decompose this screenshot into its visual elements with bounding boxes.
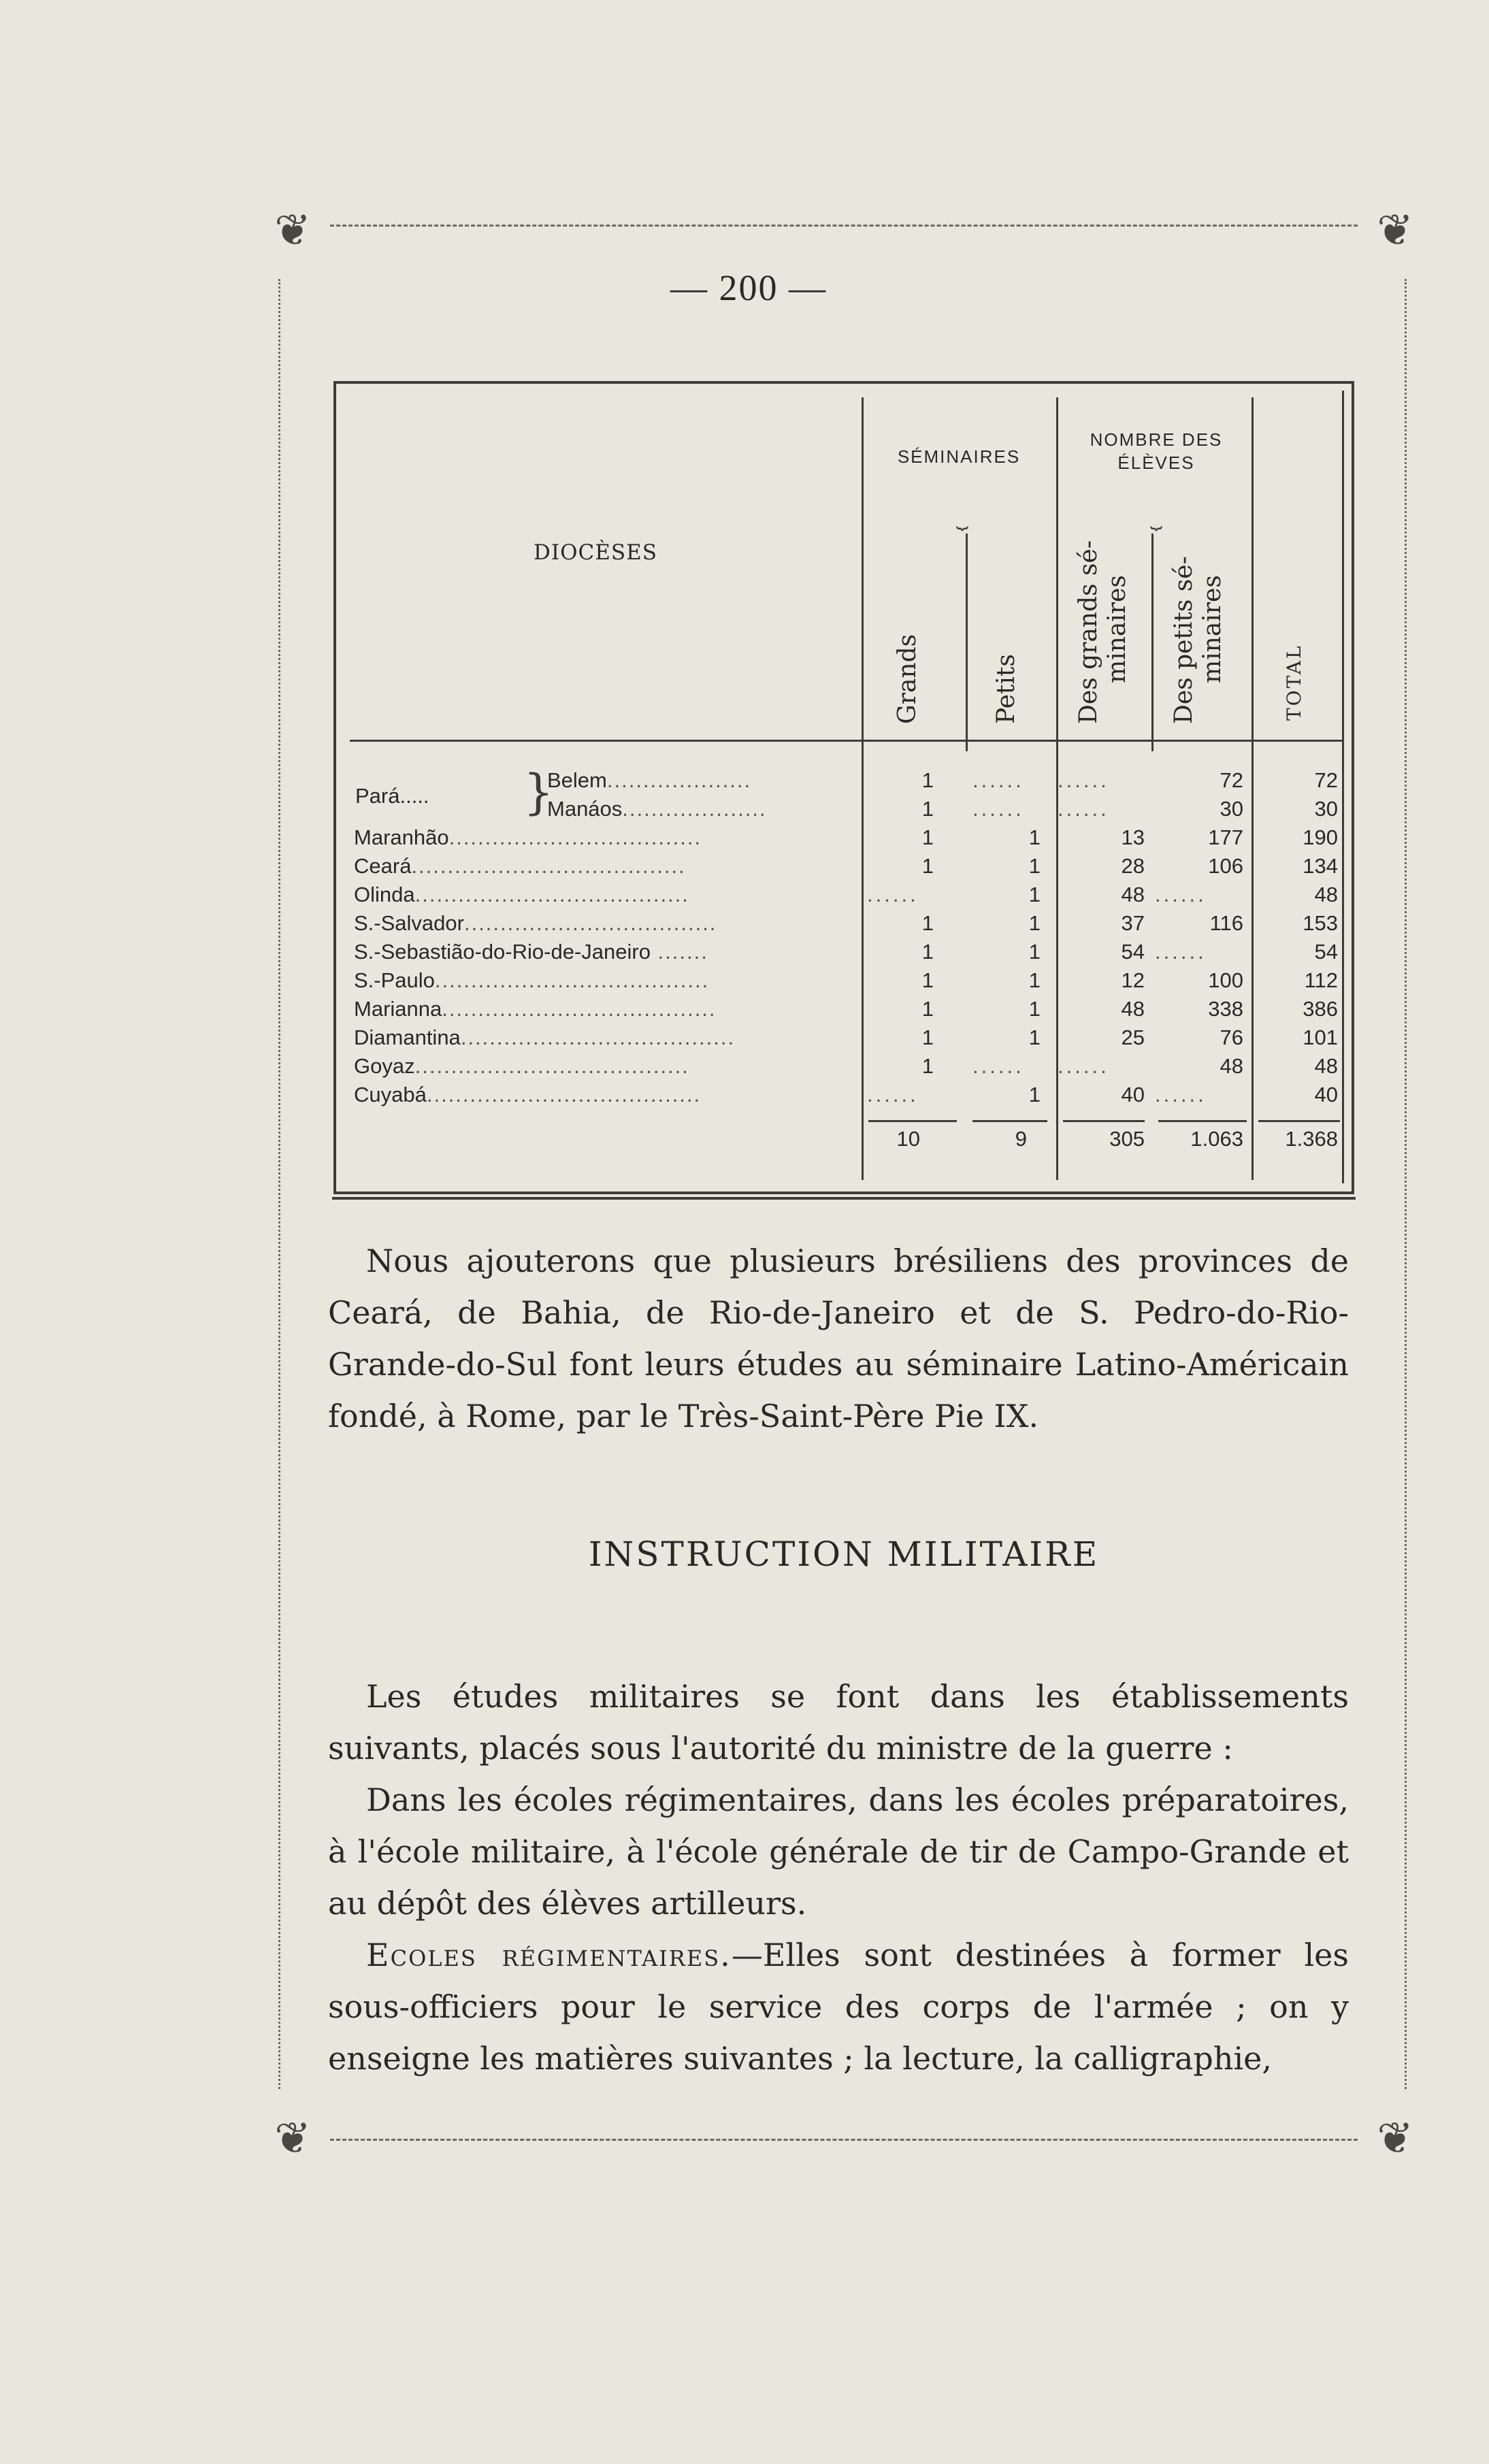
header-seminaires: SÉMINAIRES [897, 446, 1021, 467]
table-row: Marianna...................................... 1 1 48 338 386 [354, 997, 1338, 1021]
table-row: Olinda...................................... ...... 1 48 ...... 48 [354, 883, 1338, 906]
col-header-grands: Grands [894, 634, 921, 724]
col-header-des-grands: Des grands sé- minaires [1075, 540, 1131, 724]
table-row: S.-Salvador................................... 1 1 37 116 153 [354, 911, 1338, 935]
page-number: — 200 — [670, 267, 827, 308]
brace-icon: } [523, 764, 554, 820]
col-header-des-petits: Des petits sé- minaires [1170, 556, 1226, 724]
col-header-petits: Petits [992, 654, 1020, 724]
frame-bottom-border [330, 2139, 1358, 2145]
header-nombre [1064, 428, 1248, 474]
paragraph-seminary-latin-american: Nous ajouterons que plusieurs brésiliens des provinces de Ceará, de Bahia, de Rio-de-Janeiro et de S. Pedro-do-Rio-Grande-do-Sul font leurs études au séminaire Latino-Américain fondé, à Rome, par le Très-Saint-Père Pie IX. [328, 1243, 1349, 1434]
corner-ornament-icon: ❦ [1377, 206, 1413, 256]
brace-icon: ⏟ [1150, 506, 1162, 530]
table-row: Belem.................... 1 ...... ...... 72 72 [547, 768, 1338, 792]
table-row: S.-Sebastião-do-Rio-de-Janeiro ....... 1 1 54 ...... 54 [354, 940, 1338, 964]
paragraph-military-studies: Les études militaires se font dans les établissements suivants, placés sous l'autorité du ministre de la guerre : Dans les écoles régimentaires, dans les écoles préparatoires, à l'école militaire, à l'école générale de tir de Campo-Grande et au dépôt des élèves artilleurs. Ecoles régimentaires.—Elles sont destinées à former les sous-officiers pour le service des corps de l'armée ; on y enseigne les matières suivantes ; la lecture, la calligraphie, [328, 1678, 1349, 2077]
corner-ornament-icon: ❦ [274, 2114, 311, 2164]
frame-left-border [278, 279, 283, 2089]
table-row: Diamantina...................................... 1 1 25 76 101 [354, 1025, 1338, 1049]
header-nombre-line1: NOMBRE DES [1090, 429, 1223, 450]
header-nombre-line2: ÉLÈVES [1117, 453, 1195, 473]
frame-top-border [330, 225, 1358, 231]
table-row: Maranhão................................... 1 1 13 177 190 [354, 825, 1338, 849]
corner-ornament-icon: ❦ [274, 206, 311, 256]
col-header-total: TOTAL [1283, 644, 1305, 721]
table-row: Ceará...................................... 1 1 28 106 134 [354, 854, 1338, 878]
table-row: Cuyabá...................................... ...... 1 40 ...... 40 [354, 1083, 1338, 1106]
table-row: Goyaz...................................... 1 ...... ...... 48 48 [354, 1054, 1338, 1078]
corner-ornament-icon: ❦ [1377, 2114, 1413, 2164]
table-row: S.-Paulo...................................... 1 1 12 100 112 [354, 968, 1338, 992]
frame-right-border [1405, 279, 1409, 2089]
table-totals-row: 10 9 305 1.063 1.368 [896, 1127, 1338, 1151]
seminaries-table [333, 381, 1354, 1194]
section-title: INSTRUCTION MILITAIRE [588, 1534, 1100, 1574]
para-label: Pará..... [355, 784, 429, 808]
paragraph-lead: Ecoles régimentaires. [366, 1937, 732, 1973]
table-row: Manáos.................... 1 ...... ...... 30 30 [547, 797, 1338, 821]
brace-icon: ⏟ [956, 506, 968, 530]
header-dioceses: DIOCÈSES [534, 540, 657, 565]
